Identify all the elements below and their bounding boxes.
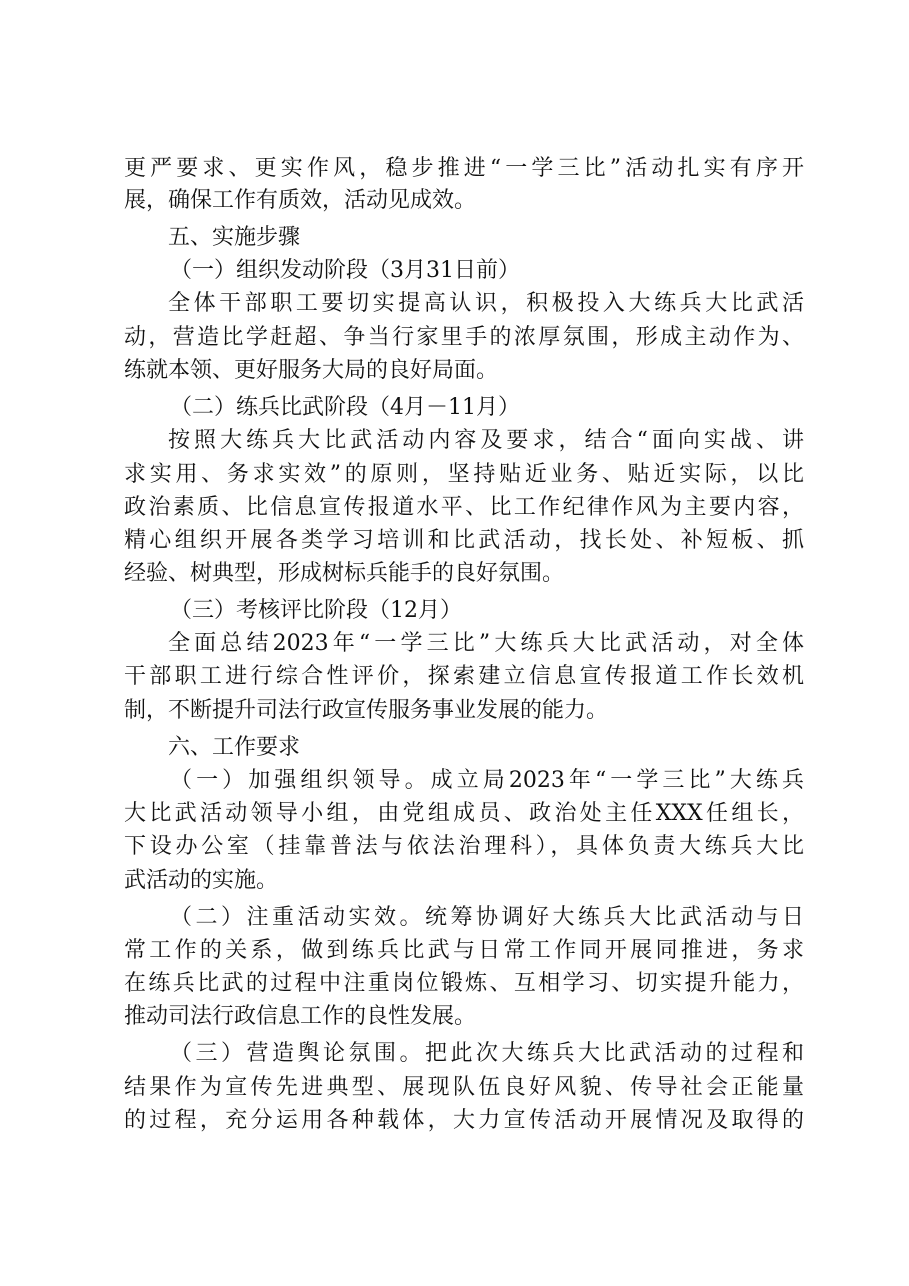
paragraph-line: （三）营造舆论氛围。把此次大练兵大比武活动的过程和 [170, 1041, 804, 1066]
paragraph-line: 推动司法行政信息工作的良性发展。 [124, 1004, 477, 1029]
paragraph-line: 制，不断提升司法行政宣传服务事业发展的能力。 [124, 698, 609, 723]
paragraph-line: 练就本领、更好服务大局的良好局面。 [124, 358, 499, 383]
paragraph-line: 全面总结2023年“一学三比”大练兵大比武活动，对全体 [168, 631, 804, 656]
paragraph-line: 在练兵比武的过程中注重岗位锻炼、互相学习、切实提升能力， [124, 971, 804, 996]
paragraph-line: 动，营造比学赶超、争当行家里手的浓厚氛围，形成主动作为、 [124, 325, 804, 350]
paragraph-line: 政治素质、比信息宣传报道水平、比工作纪律作风为主要内容， [124, 495, 804, 520]
subsection-heading: （三）考核评比阶段（12月） [170, 598, 462, 623]
paragraph-line: 武活动的实施。 [124, 868, 279, 893]
paragraph-line: （一）加强组织领导。成立局2023年“一学三比”大练兵 [170, 768, 804, 793]
paragraph-line: 干部职工进行综合性评价，探索建立信息宣传报道工作长效机 [124, 664, 804, 689]
subsection-heading: （一）组织发动阶段（3月31日前） [170, 258, 520, 283]
paragraph-line: 展，确保工作有质效，活动见成效。 [124, 188, 477, 213]
paragraph-line: 大比武活动领导小组，由党组成员、政治处主任XXX任组长， [124, 801, 804, 826]
paragraph-line: 按照大练兵大比武活动内容及要求，结合“面向实战、讲 [168, 428, 804, 453]
paragraph-line: 下设办公室（挂靠普法与依法治理科），具体负责大练兵大比 [124, 834, 804, 859]
paragraph-line: 经验、树典型，形成树标兵能手的良好氛围。 [124, 561, 565, 586]
paragraph-line: 全体干部职工要切实提高认识，积极投入大练兵大比武活 [168, 291, 804, 316]
paragraph-line: 精心组织开展各类学习培训和比武活动，找长处、补短板、抓 [124, 528, 804, 553]
paragraph-line: （二）注重活动实效。统筹协调好大练兵大比武活动与日 [170, 905, 804, 930]
paragraph-line: 结果作为宣传先进典型、展现队伍良好风貌、传导社会正能量 [124, 1075, 804, 1100]
section-heading: 五、实施步骤 [168, 225, 301, 250]
paragraph-line: 常工作的关系，做到练兵比武与日常工作同开展同推进，务求 [124, 938, 804, 963]
subsection-heading: （二）练兵比武阶段（4月－11月） [170, 395, 520, 420]
paragraph-line: 更严要求、更实作风，稳步推进“一学三比”活动扎实有序开 [124, 156, 804, 181]
paragraph-line: 求实用、务求实效”的原则，坚持贴近业务、贴近实际，以比 [124, 462, 804, 487]
paragraph-line: 的过程，充分运用各种载体，大力宣传活动开展情况及取得的 [124, 1108, 804, 1133]
section-heading: 六、工作要求 [168, 735, 301, 760]
